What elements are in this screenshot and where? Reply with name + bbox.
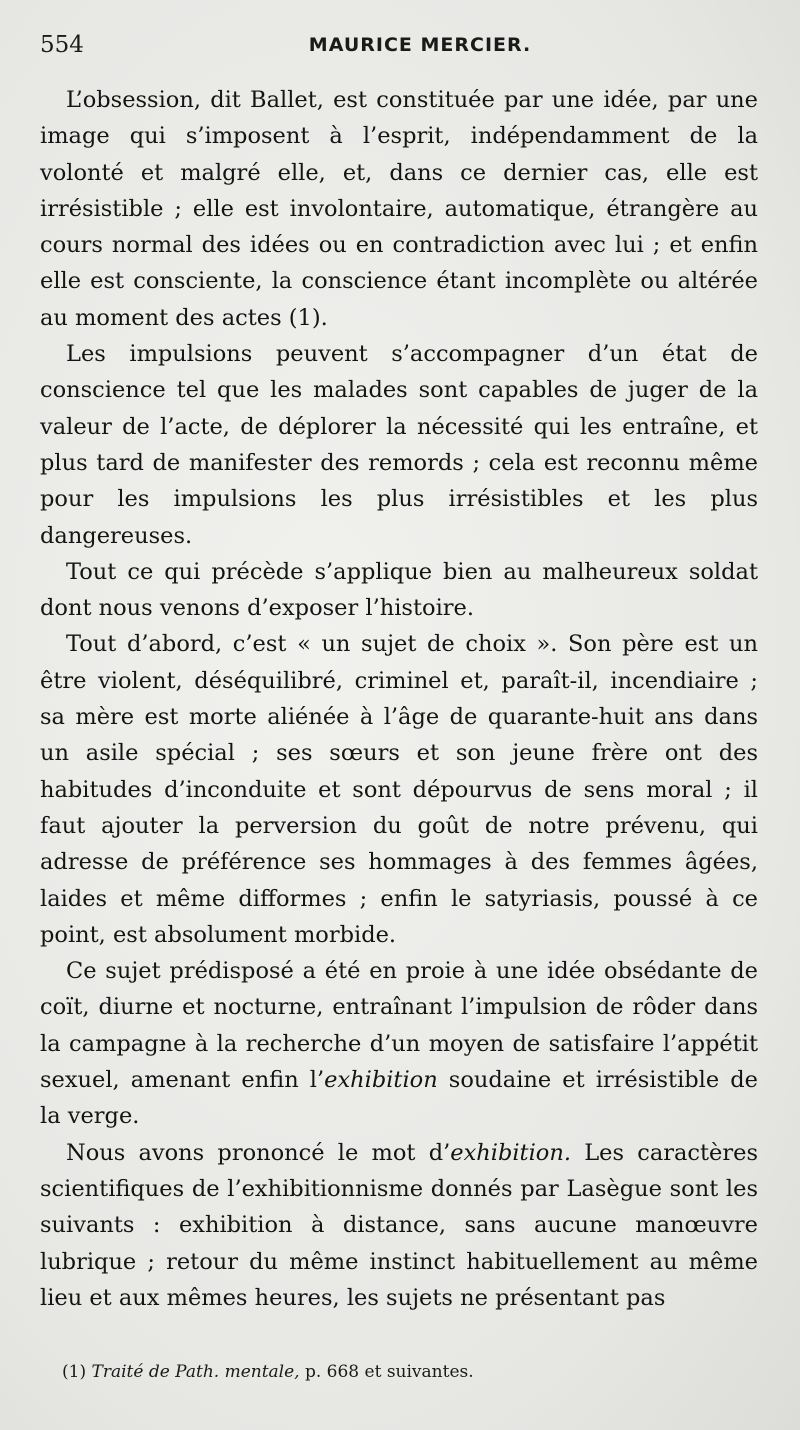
running-head: MAURICE MERCIER. — [308, 34, 532, 56]
footnote-text: p. 668 et suivantes. — [299, 1362, 474, 1382]
text-run: soudaine et irrésistible de la verge. — [40, 1067, 758, 1130]
text-run: Ce sujet prédisposé a été en proie à une idée obsédante de coït, diurne et nocturne, entraînant l’impulsion de rôder dans la campagne à la recherche d’un moyen de satisfaire l’appétit sexuel, amenant enfin l’ — [40, 958, 758, 1094]
footnote — [62, 1360, 760, 1384]
text-run: L’obsession, dit Ballet, est constituée par une idée, par une image qui s’imposent à l’esprit, indépendamment de la volonté et malgré elle, et, dans ce dernier cas, elle est irrésistible ; elle est involontaire, automatique, étrangère au cours normal des idées ou en contradiction avec lui ; et enfin elle est consciente, la conscience étant incomplète ou altérée au moment des actes (1). — [40, 87, 758, 331]
main-text — [40, 82, 758, 1316]
text-run: Les impulsions peuvent s’accompagner d’un état de conscience tel que les malades sont capables de juger de la valeur de l’acte, de déplorer la nécessité qui les entraîne, et plus tard de manifester des remords ; cela est reconnu même pour les impulsions les plus irrésistibles et les plus dangereuses. — [40, 341, 758, 549]
paragraph — [40, 1135, 758, 1316]
paragraph — [40, 336, 758, 554]
italic-term: exhibition. — [450, 1139, 571, 1166]
paragraph — [40, 626, 758, 953]
text-run: Tout d’abord, c’est « un sujet de choix ». Son père est un être violent, déséquilibré, criminel et, paraît-il, incendiaire ; sa mère est morte aliénée à l’âge de quarante-huit ans dans un asile spécial ; ses sœurs et son jeune frère ont des habitudes d’inconduite et sont dépourvus de sens moral ; il faut ajouter la perversion du goût de notre prévenu, qui adresse de préférence ses hommages à des femmes âgées, laides et même difformes ; enfin le satyriasis, poussé à ce point, est absolument morbide. — [40, 631, 758, 948]
paragraph — [40, 82, 758, 336]
page-header — [40, 30, 760, 64]
italic-term: exhibition — [324, 1067, 438, 1094]
text-run: Les caractères scientifiques de l’exhibitionnisme donnés par Lasègue sont les suivants : exhibition à distance, sans aucune manœuvre lubrique ; retour du même instinct habituellement au même lieu et aux mêmes heures, les sujets ne présentant pas — [40, 1139, 758, 1311]
footnote-title: Traité de Path. mentale, — [91, 1362, 300, 1382]
text-run: Nous avons prononcé le mot d’ — [66, 1139, 451, 1166]
paragraph — [40, 554, 758, 627]
footnote-marker: (1) — [62, 1362, 87, 1382]
text-run: Tout ce qui précède s’applique bien au malheureux soldat dont nous venons d’exposer l’histoire. — [40, 558, 758, 622]
page-number: 554 — [40, 32, 84, 58]
paragraph — [40, 953, 758, 1134]
